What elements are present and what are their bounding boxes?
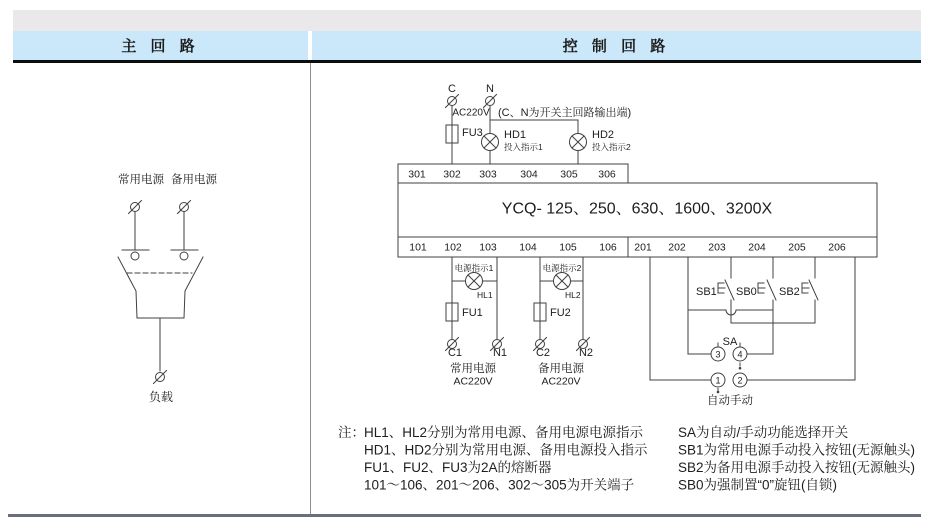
lamp-hd1 (482, 134, 499, 151)
notes-prefix: 注： (338, 425, 365, 440)
note-left-1: HL1、HL2分别为常用电源、备用电源电源指示 (364, 425, 644, 440)
c1-label: C1 (447, 347, 463, 359)
terminal-205: 205 (788, 241, 806, 254)
hd2-label: HD2 (592, 129, 615, 141)
terminal-102: 102 (444, 241, 462, 254)
model-label: YCQ- 125、250、630、1600、3200X (501, 200, 773, 218)
terminal-301: 301 (408, 168, 426, 181)
wire-202 (688, 257, 711, 354)
terminal-303: 303 (479, 168, 497, 181)
sb2-label: SB2 (779, 286, 800, 298)
note-left-3: FU1、FU2、FU3为2A的熔断器 (364, 460, 552, 475)
lamp-hl1 (466, 273, 483, 290)
note-left-4: 101～106、201～206、302～305为开关端子 (364, 477, 635, 493)
n1-label: N1 (492, 347, 508, 359)
svg-text:4: 4 (737, 349, 743, 360)
load-label: 负载 (148, 390, 174, 404)
normal-source-voltage: AC220V (453, 375, 493, 388)
svg-text:1: 1 (715, 375, 721, 386)
backup-power-label: 备用电源 (171, 174, 217, 186)
sb1-label: SB1 (696, 286, 717, 298)
fu3-label: FU3 (462, 127, 483, 139)
sa-contact-2 (733, 373, 747, 387)
sa-contact-1 (711, 373, 725, 387)
n-terminal-label: N (486, 83, 494, 95)
sa-label: SA (722, 336, 738, 348)
main-circuit-title: 主 回 路 (121, 38, 200, 55)
notes-block (338, 424, 915, 493)
hl2-label: HL2 (565, 290, 581, 300)
terminal-strip-300 (398, 164, 628, 183)
n2-label: N2 (578, 347, 594, 359)
note-right-2: SB1为常用电源手动投入按钮(无源触头) (678, 442, 916, 458)
terminal-306: 306 (598, 168, 616, 181)
main-circuit-diagram (118, 172, 217, 404)
terminal-104: 104 (519, 241, 537, 254)
c2-label: C2 (535, 347, 551, 359)
terminal-204: 204 (748, 241, 766, 254)
auto-manual-label: 自动手动 (707, 395, 753, 407)
transfer-switch-body (118, 257, 203, 318)
svg-text:3: 3 (715, 349, 721, 360)
backup-source-name: 备用电源 (538, 363, 584, 375)
wire-201 (650, 257, 711, 380)
hd2-desc: 投入指示2 (592, 142, 631, 152)
normal-source-name: 常用电源 (450, 363, 496, 375)
ac220v-top-label: AC220V (452, 107, 490, 119)
c-terminal-label: C (448, 83, 456, 95)
terminal-105: 105 (559, 241, 577, 254)
sa-contact-3 (711, 347, 725, 361)
terminal-206: 206 (828, 241, 846, 254)
terminal-103: 103 (479, 241, 497, 254)
note-right-4: SB0为强制置“0”旋钮(自锁) (678, 477, 838, 493)
svg-text:2: 2 (737, 375, 743, 386)
terminal-201: 201 (634, 241, 652, 254)
terminal-106: 106 (599, 241, 617, 254)
hd1-desc: 投入指示1 (504, 142, 543, 152)
note-left-2: HD1、HD2分别为常用电源、备用电源投入指示 (364, 442, 648, 458)
lamp-hl2 (554, 273, 571, 290)
backup-source-voltage: AC220V (541, 375, 581, 388)
hl1-label: HL1 (477, 290, 493, 300)
terminal-305: 305 (560, 168, 578, 181)
contact-left (131, 252, 139, 260)
lamp-hd2 (570, 134, 587, 151)
normal-power-label: 常用电源 (118, 174, 164, 186)
cn-note: (C、N为开关主回路输出端) (498, 107, 632, 119)
load-symbol (154, 371, 167, 384)
note-right-1: SA为自动/手动功能选择开关 (678, 425, 849, 440)
hd1-label: HD1 (504, 129, 527, 141)
contact-right (180, 252, 188, 260)
pushbutton-sb1 (718, 280, 734, 323)
wire-206 (747, 257, 855, 380)
hl2-desc: 电源指示2 (542, 263, 582, 273)
terminal-101: 101 (409, 241, 427, 254)
control-circuit-title: 控 制 回 路 (562, 38, 671, 55)
terminal-strip-100 (398, 237, 628, 257)
terminal-203: 203 (708, 241, 726, 254)
terminal-304: 304 (520, 168, 538, 181)
sb0-label: SB0 (736, 286, 757, 298)
fu2-label: FU2 (550, 307, 571, 319)
terminal-302: 302 (443, 168, 461, 181)
control-circuit-diagram (338, 83, 915, 493)
sa-contact-4 (733, 347, 747, 361)
pushbutton-sb2 (802, 280, 818, 323)
note-right-3: SB2为备用电源手动投入按钮(无源触头) (678, 460, 916, 475)
hl1-desc: 电源指示1 (454, 263, 494, 273)
terminal-202: 202 (668, 241, 686, 254)
fu1-label: FU1 (462, 307, 483, 319)
